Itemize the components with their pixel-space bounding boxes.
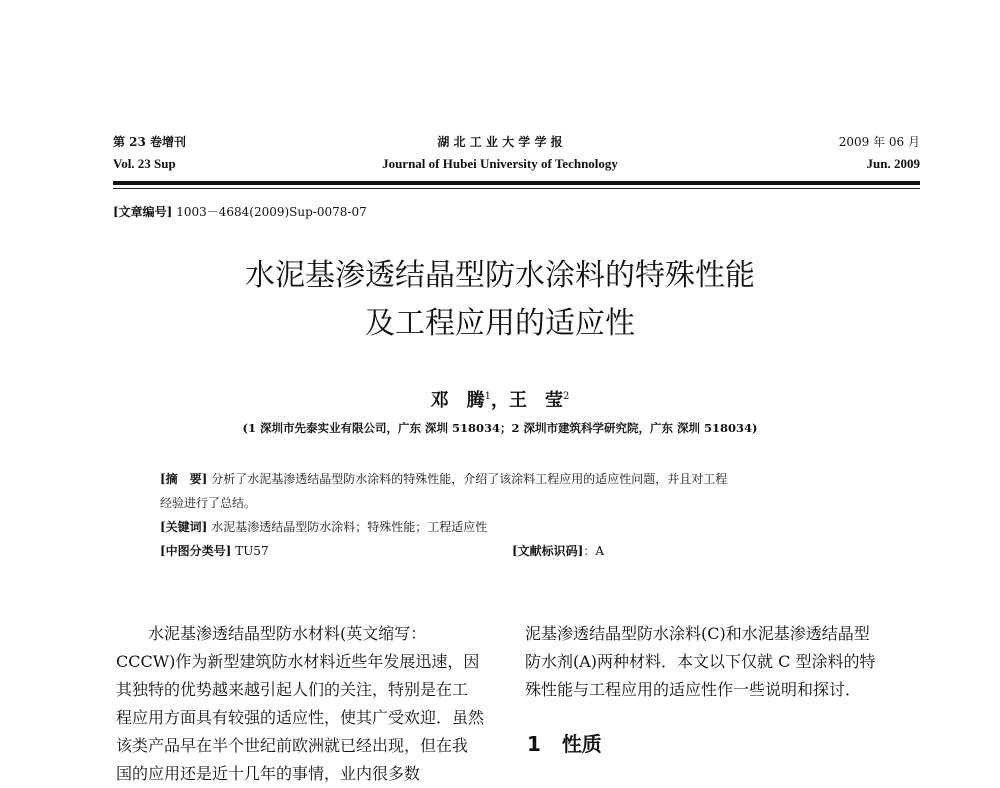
- document-code-value: ：A: [583, 544, 605, 558]
- section-title: 性质: [561, 732, 602, 756]
- author-2: 王 莹: [509, 390, 563, 411]
- document-code-label: [文献标识码]: [512, 544, 584, 558]
- date-en: Jun. 2009: [866, 156, 920, 171]
- author-separator: ，: [491, 390, 509, 411]
- body-line: 防水剂(A)两种材料．本文以下仅就 C 型涂料的特: [525, 652, 876, 671]
- clc-value: TU57: [235, 544, 269, 558]
- body-line: 泥基渗透结晶型防水涂料(C)和水泥基渗透结晶型: [525, 624, 870, 643]
- article-number-value: 1003－4684(2009)Sup-0078-07: [176, 205, 367, 219]
- header-rule-thick: [113, 181, 920, 185]
- title-line-1: 水泥基渗透结晶型防水涂料的特殊性能: [245, 258, 755, 293]
- body-line: 水泥基渗透结晶型防水材料(英文缩写：: [116, 624, 427, 643]
- title-line-2: 及工程应用的适应性: [365, 306, 635, 341]
- body-line: 国的应用还是近十几年的事情，业内很多数: [116, 764, 421, 783]
- journal-cn: 湖 北 工 业 大 学 学 报: [437, 135, 563, 149]
- right-column: [525, 620, 925, 704]
- body-line: 殊性能与工程应用的适应性作一些说明和探讨．: [525, 680, 862, 699]
- abstract-line-1: [160, 470, 727, 487]
- article-number-label: [文章编号]: [113, 205, 173, 219]
- authors: [0, 386, 1000, 412]
- body-line: 程应用方面具有较强的适应性，使其广受欢迎．虽然: [116, 708, 485, 727]
- affiliation: (1 深圳市先泰实业有限公司，广东 深圳 518034；2 深圳市建筑科学研究院，广东 深圳 518034): [242, 421, 758, 435]
- keywords-text: 水泥基渗透结晶型防水涂料；特殊性能；工程适应性: [211, 520, 488, 534]
- section-number: 1: [527, 732, 541, 756]
- abstract-line-2: 经验进行了总结。: [160, 496, 257, 510]
- author-1-affil: 1: [484, 391, 491, 402]
- document-code: [512, 542, 604, 559]
- author-2-affil: 2: [563, 391, 570, 402]
- article-number: [113, 203, 367, 220]
- body-line: 其独特的优势越来越引起人们的关注，特别是在工: [116, 680, 469, 699]
- volume-cn: 第 23 卷增刊: [113, 135, 187, 149]
- volume-en: Vol. 23 Sup: [113, 156, 176, 171]
- keywords: [160, 518, 487, 535]
- header-rule-thin: [113, 188, 920, 189]
- abstract-text: 分析了水泥基渗透结晶型防水涂料的特殊性能，介绍了该涂料工程应用的适应性问题，并且对工程: [211, 472, 728, 486]
- author-1: 邓 腾: [430, 390, 485, 411]
- keywords-label: [关键词]: [160, 520, 208, 534]
- left-column: [116, 620, 485, 788]
- section-heading: [527, 728, 602, 757]
- body-line: 该类产品早在半个世纪前欧洲就已经出现，但在我: [116, 736, 469, 755]
- clc-label: [中图分类号]: [160, 544, 232, 558]
- clc-number: [160, 542, 269, 559]
- abstract-label: [摘 要]: [160, 472, 208, 486]
- journal-en: Journal of Hubei University of Technology: [382, 156, 618, 171]
- body-line: CCCW)作为新型建筑防水材料近些年发展迅速，因: [116, 652, 480, 671]
- date-cn: 2009 年 06 月: [838, 135, 920, 149]
